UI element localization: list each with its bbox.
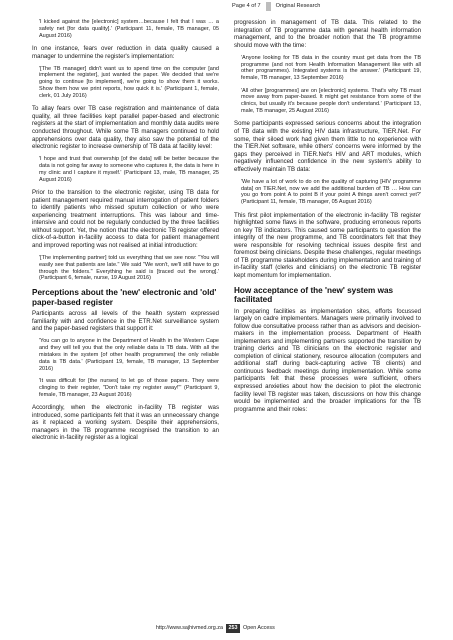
section-heading: How acceptance of the 'new' system was facilitated <box>234 285 394 305</box>
page-footer <box>0 624 453 634</box>
paragraph: In preparing facilities as implementation sites, efforts focussed largely on cadre implementers. Managers were primarily involved to follow due consultative process rather than as advisors and decision-makers in the implementation process. Department of Health implementers and implementing partners supported the transition by training clerks and TB clinicians on the electronic register and completion of clinical stationery, resource allocation (computers and additional staff during back-capturing active TB clients) and continuous feedback meetings during implementation. While some participants felt that these processes were sufficient, others expressed anxieties about how the decision to pilot the electronic facility level TB register was taken, discussions on how this change would be implemented and the broader implications for the TB programme and their roles: <box>234 307 421 413</box>
paragraph: To allay fears over TB case registration and maintenance of data quality, all three facilities kept parallel paper-based and electronic registers at the start of implementation and monthly data audits were conducted throughout. While some TB managers continued to hold apprehensions over data quality, they also saw the potential of the electronic register to increase ownership of TB data at facility level: <box>32 105 219 151</box>
open-access-label: Open Access <box>243 625 275 631</box>
quote: 'It was difficult for [the nurses] to let go of those papers. They were clinging to their register, "Don't take my register away!"' (Participant 9, female, TB manager, 23 August 2016) <box>39 378 219 398</box>
page-indicator: Page 4 of 7 <box>232 3 261 9</box>
quote: 'Anyone looking for TB data in the country must get data from the TB programme (and not from Health Information Management like with all other programmes). Integrated systems is the answer.' (Participant 19, female, TB manager, 13 September 2016) <box>241 54 421 82</box>
quote: 'All other [programmes] are on [electronic] systems. That's why TB must move away from paper-based. It might get resistance from some of the clinics, but usually it's because people don't understand.' (Participant 13, male, TB manager, 25 August 2016) <box>241 87 421 115</box>
quote: '[The implementing partner] told us everything that we see now: "You will easily see that patients are late." We said "We won't, we'll still have to go through the folders." Everything he said is [traced out the wrong].' (Participant 6, female, nurse, 19 August 2016) <box>39 254 219 282</box>
page-number: 253 <box>226 624 240 633</box>
paragraph: Some participants expressed serious concerns about the integration of TB data with the existing HIV data infrastructure, TIER.Net. For some, their siloed work had given them little to no experience with the TIER.Net software, while others' concerns were informed by the gaps they perceived in TIER.Net's HIV and ART modules, which negatively influenced confidence in the new system's ability to effectively maintain TB data: <box>234 120 421 173</box>
quote: '[The TB manager] didn't want us to spend time on the computer [and implement the register], just wanted the paper. We decided that we're going to continue [to implement], we're going to show them it works. Show them how we print reports, how quick it is.' (Participant 1, female, clerk, 01 July 2016) <box>39 65 219 99</box>
paragraph: Accordingly, when the electronic in-facility TB register was introduced, some participants felt that it was an unnecessary change as it replaced a working system. Despite their apprehensions, managers in the TB programme recognised the transition to an electronic in-facility register as a logical <box>32 404 219 442</box>
quote: 'I hope and trust that ownership [of the data] will be better because the data is not going far away to someone who captures it, the data is here in my clinic and I capture it myself.' (Participant 13, male, TB manager, 25 August 2016) <box>39 156 219 183</box>
quote: 'We have a lot of work to do on the quality of capturing [HIV programme data] on TIER.Net, now we add the additional burden of TB … How can you go from point A to point B if your point A things aren't correct yet?' (Participant 11, female, TB manager, 05 August 2016) <box>241 178 421 206</box>
left-column <box>32 19 219 447</box>
paragraph: Prior to the transition to the electronic register, using TB data for patient management required manual interrogation of patient folders to identify patients who missed sputum collection or who were experiencing treatment interruptions. This was labour and time-intensive and could not be regularly conducted by the three facilities without support. Yet, the notion that the electronic TB register offered click-of-a-button in-facility access to data for patient management and improved reporting was not realised at initial introduction: <box>32 189 219 249</box>
paragraph: Participants across all levels of the health system expressed familiarity with and confidence in the ETR.Net surveillance system and the paper-based registers that support it: <box>32 310 219 333</box>
article-body <box>32 19 421 447</box>
paragraph: This first pilot implementation of the electronic in-facility TB register highlighted some flaws in the software, producing erroneous reports on key TB indicators. This caused some participants to question the integrity of the new programme, and TB coordinators felt that they were responsible for resolving technical issues despite first and foremost being clinicians. Despite these challenges, regular meetings of TB programme stakeholders during implementation and training of in-facility staff (clerks and clinicians) on the electronic TB register kept momentum for implementation. <box>234 211 421 280</box>
paragraph: In one instance, fears over reduction in data quality caused a manager to undermine the register's implementation: <box>32 45 219 60</box>
right-column <box>234 19 421 447</box>
paragraph: progression in management of TB data. This related to the integration of TB programme data with general health information management, and to the broader notion that the TB programme should move with the time: <box>234 19 421 49</box>
article-type: Original Research <box>275 3 321 9</box>
quote: 'You can go to anyone in the Department of Health in the Western Cape and they will tell you that the only reliable data is TB data. With all the mistakes in the system [of other health programmes] the only reliable data is TB data.' (Participant 19, female, TB manager, 13 September 2016) <box>39 338 219 372</box>
header-divider <box>266 2 271 11</box>
page-header <box>232 0 320 12</box>
section-heading: Perceptions about the 'new' electronic and 'old' paper-based register <box>32 288 217 307</box>
quote: 'I kicked against the [electronic] system…because I felt that I was … a safety net [for data quality].' (Participant 11, female, TB manager, 05 August 2016) <box>39 19 219 39</box>
journal-url[interactable]: http://www.sajhivmed.org.za <box>155 625 223 631</box>
